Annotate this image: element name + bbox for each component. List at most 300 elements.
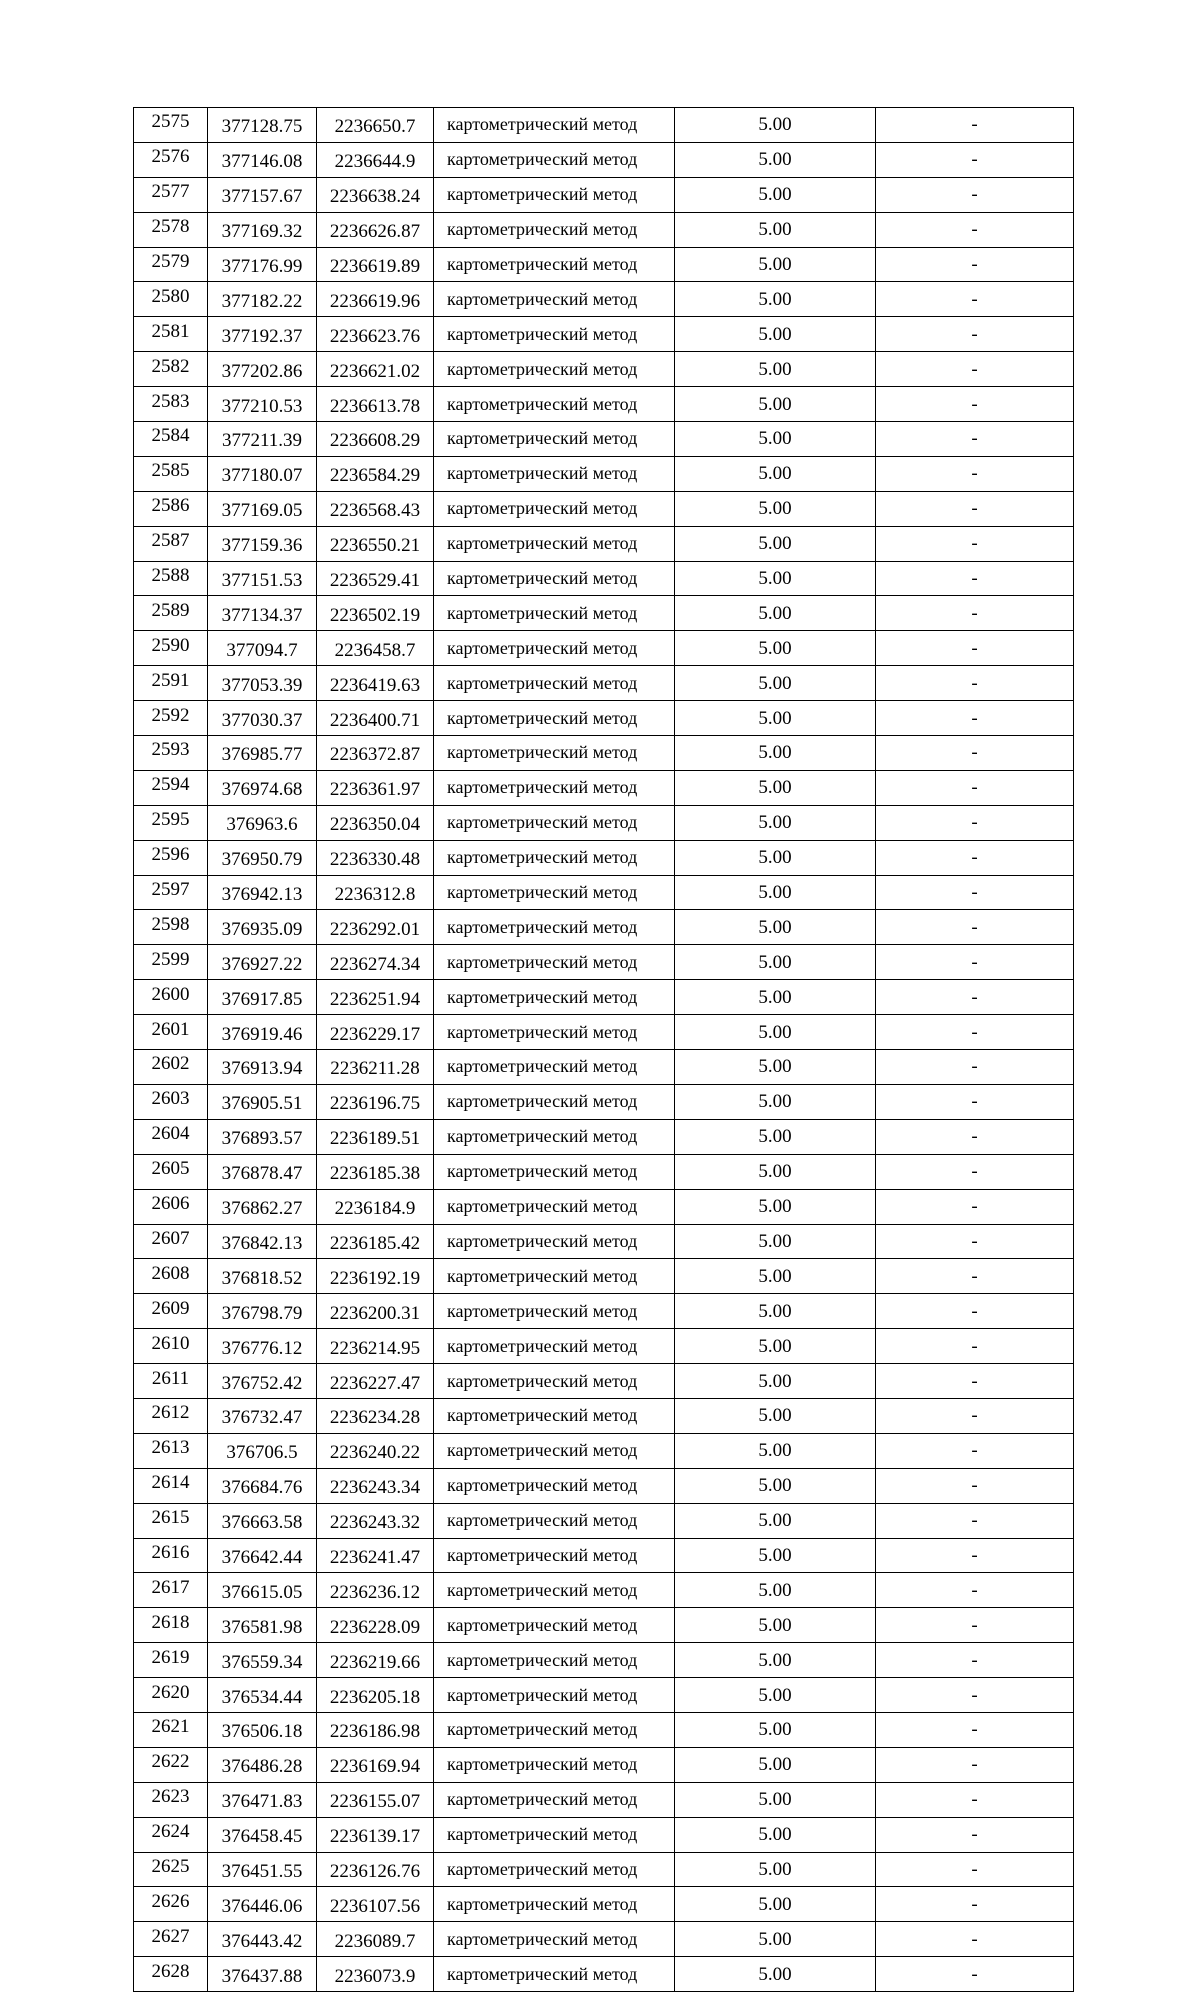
x-coordinate-cell: 376919.46	[208, 1015, 317, 1050]
description-cell: -	[876, 422, 1074, 457]
point-number-cell: 2603	[134, 1084, 208, 1119]
accuracy-cell: 5.00	[675, 1433, 876, 1468]
method-cell: картометрический метод	[434, 1329, 675, 1364]
y-coordinate-cell: 2236251.94	[317, 980, 434, 1015]
description-cell: -	[876, 1468, 1074, 1503]
x-coordinate-cell: 376862.27	[208, 1189, 317, 1224]
x-coordinate-cell: 377202.86	[208, 352, 317, 387]
point-number-cell: 2609	[134, 1294, 208, 1329]
y-coordinate-cell: 2236219.66	[317, 1643, 434, 1678]
description-cell: -	[876, 177, 1074, 212]
y-coordinate-cell: 2236638.24	[317, 177, 434, 212]
accuracy-cell: 5.00	[675, 422, 876, 457]
y-coordinate-cell: 2236458.7	[317, 631, 434, 666]
y-coordinate-cell: 2236350.04	[317, 805, 434, 840]
y-coordinate-cell: 2236214.95	[317, 1329, 434, 1364]
accuracy-cell: 5.00	[675, 1084, 876, 1119]
point-number-cell: 2577	[134, 177, 208, 212]
accuracy-cell: 5.00	[675, 631, 876, 666]
point-number-cell: 2621	[134, 1712, 208, 1747]
table-row	[134, 352, 1074, 387]
table-row	[134, 1015, 1074, 1050]
accuracy-cell: 5.00	[675, 1608, 876, 1643]
table-row	[134, 1433, 1074, 1468]
table-row	[134, 596, 1074, 631]
table-row	[134, 1224, 1074, 1259]
x-coordinate-cell: 377146.08	[208, 142, 317, 177]
point-number-cell: 2578	[134, 212, 208, 247]
method-cell: картометрический метод	[434, 1398, 675, 1433]
description-cell: -	[876, 840, 1074, 875]
y-coordinate-cell: 2236229.17	[317, 1015, 434, 1050]
description-cell: -	[876, 1259, 1074, 1294]
x-coordinate-cell: 376985.77	[208, 736, 317, 771]
point-number-cell: 2617	[134, 1573, 208, 1608]
point-number-cell: 2583	[134, 387, 208, 422]
table-body	[134, 108, 1074, 1992]
accuracy-cell: 5.00	[675, 1015, 876, 1050]
table-row	[134, 1608, 1074, 1643]
x-coordinate-cell: 377159.36	[208, 526, 317, 561]
y-coordinate-cell: 2236169.94	[317, 1747, 434, 1782]
point-number-cell: 2619	[134, 1643, 208, 1678]
description-cell: -	[876, 1747, 1074, 1782]
point-number-cell: 2587	[134, 526, 208, 561]
method-cell: картометрический метод	[434, 840, 675, 875]
point-number-cell: 2580	[134, 282, 208, 317]
method-cell: картометрический метод	[434, 1189, 675, 1224]
table-row	[134, 631, 1074, 666]
x-coordinate-cell: 376798.79	[208, 1294, 317, 1329]
accuracy-cell: 5.00	[675, 770, 876, 805]
description-cell: -	[876, 1608, 1074, 1643]
accuracy-cell: 5.00	[675, 1887, 876, 1922]
x-coordinate-cell: 376963.6	[208, 805, 317, 840]
y-coordinate-cell: 2236529.41	[317, 561, 434, 596]
table-row	[134, 701, 1074, 736]
point-number-cell: 2599	[134, 945, 208, 980]
method-cell: картометрический метод	[434, 1154, 675, 1189]
method-cell: картометрический метод	[434, 247, 675, 282]
description-cell: -	[876, 1852, 1074, 1887]
method-cell: картометрический метод	[434, 561, 675, 596]
method-cell: картометрический метод	[434, 387, 675, 422]
description-cell: -	[876, 247, 1074, 282]
table-row	[134, 387, 1074, 422]
point-number-cell: 2612	[134, 1398, 208, 1433]
table-row	[134, 1119, 1074, 1154]
method-cell: картометрический метод	[434, 1782, 675, 1817]
point-number-cell: 2594	[134, 770, 208, 805]
point-number-cell: 2576	[134, 142, 208, 177]
accuracy-cell: 5.00	[675, 142, 876, 177]
description-cell: -	[876, 1050, 1074, 1085]
table-row	[134, 1852, 1074, 1887]
y-coordinate-cell: 2236502.19	[317, 596, 434, 631]
description-cell: -	[876, 1922, 1074, 1957]
table-row	[134, 1189, 1074, 1224]
description-cell: -	[876, 1294, 1074, 1329]
description-cell: -	[876, 1503, 1074, 1538]
x-coordinate-cell: 377192.37	[208, 317, 317, 352]
accuracy-cell: 5.00	[675, 1329, 876, 1364]
point-number-cell: 2620	[134, 1678, 208, 1713]
y-coordinate-cell: 2236155.07	[317, 1782, 434, 1817]
y-coordinate-cell: 2236644.9	[317, 142, 434, 177]
table-row	[134, 840, 1074, 875]
x-coordinate-cell: 376615.05	[208, 1573, 317, 1608]
accuracy-cell: 5.00	[675, 177, 876, 212]
method-cell: картометрический метод	[434, 1573, 675, 1608]
accuracy-cell: 5.00	[675, 596, 876, 631]
method-cell: картометрический метод	[434, 1468, 675, 1503]
description-cell: -	[876, 1433, 1074, 1468]
description-cell: -	[876, 1782, 1074, 1817]
x-coordinate-cell: 377210.53	[208, 387, 317, 422]
y-coordinate-cell: 2236184.9	[317, 1189, 434, 1224]
method-cell: картометрический метод	[434, 352, 675, 387]
accuracy-cell: 5.00	[675, 1852, 876, 1887]
y-coordinate-cell: 2236200.31	[317, 1294, 434, 1329]
table-row	[134, 422, 1074, 457]
method-cell: картометрический метод	[434, 1643, 675, 1678]
accuracy-cell: 5.00	[675, 701, 876, 736]
x-coordinate-cell: 377157.67	[208, 177, 317, 212]
accuracy-cell: 5.00	[675, 1643, 876, 1678]
x-coordinate-cell: 377128.75	[208, 108, 317, 143]
x-coordinate-cell: 376437.88	[208, 1957, 317, 1992]
accuracy-cell: 5.00	[675, 1119, 876, 1154]
x-coordinate-cell: 377030.37	[208, 701, 317, 736]
accuracy-cell: 5.00	[675, 736, 876, 771]
y-coordinate-cell: 2236292.01	[317, 910, 434, 945]
description-cell: -	[876, 666, 1074, 701]
table-row	[134, 247, 1074, 282]
method-cell: картометрический метод	[434, 596, 675, 631]
accuracy-cell: 5.00	[675, 1154, 876, 1189]
y-coordinate-cell: 2236185.42	[317, 1224, 434, 1259]
y-coordinate-cell: 2236568.43	[317, 491, 434, 526]
method-cell: картометрический метод	[434, 1852, 675, 1887]
x-coordinate-cell: 377180.07	[208, 456, 317, 491]
point-number-cell: 2614	[134, 1468, 208, 1503]
x-coordinate-cell: 376974.68	[208, 770, 317, 805]
y-coordinate-cell: 2236205.18	[317, 1678, 434, 1713]
method-cell: картометрический метод	[434, 945, 675, 980]
x-coordinate-cell: 376935.09	[208, 910, 317, 945]
x-coordinate-cell: 376663.58	[208, 1503, 317, 1538]
table-row	[134, 1573, 1074, 1608]
accuracy-cell: 5.00	[675, 1712, 876, 1747]
method-cell: картометрический метод	[434, 177, 675, 212]
y-coordinate-cell: 2236192.19	[317, 1259, 434, 1294]
accuracy-cell: 5.00	[675, 352, 876, 387]
method-cell: картометрический метод	[434, 875, 675, 910]
table-row	[134, 875, 1074, 910]
table-row	[134, 1817, 1074, 1852]
y-coordinate-cell: 2236608.29	[317, 422, 434, 457]
table-row	[134, 1503, 1074, 1538]
y-coordinate-cell: 2236419.63	[317, 666, 434, 701]
accuracy-cell: 5.00	[675, 317, 876, 352]
point-number-cell: 2602	[134, 1050, 208, 1085]
y-coordinate-cell: 2236330.48	[317, 840, 434, 875]
description-cell: -	[876, 142, 1074, 177]
accuracy-cell: 5.00	[675, 945, 876, 980]
description-cell: -	[876, 212, 1074, 247]
description-cell: -	[876, 282, 1074, 317]
accuracy-cell: 5.00	[675, 491, 876, 526]
point-number-cell: 2618	[134, 1608, 208, 1643]
accuracy-cell: 5.00	[675, 1468, 876, 1503]
table-row	[134, 1782, 1074, 1817]
description-cell: -	[876, 596, 1074, 631]
method-cell: картометрический метод	[434, 1608, 675, 1643]
accuracy-cell: 5.00	[675, 1957, 876, 1992]
description-cell: -	[876, 805, 1074, 840]
y-coordinate-cell: 2236584.29	[317, 456, 434, 491]
accuracy-cell: 5.00	[675, 456, 876, 491]
point-number-cell: 2611	[134, 1364, 208, 1399]
description-cell: -	[876, 1643, 1074, 1678]
method-cell: картометрический метод	[434, 1433, 675, 1468]
point-number-cell: 2600	[134, 980, 208, 1015]
method-cell: картометрический метод	[434, 736, 675, 771]
table-row	[134, 666, 1074, 701]
method-cell: картометрический метод	[434, 212, 675, 247]
accuracy-cell: 5.00	[675, 1782, 876, 1817]
y-coordinate-cell: 2236186.98	[317, 1712, 434, 1747]
x-coordinate-cell: 376927.22	[208, 945, 317, 980]
point-number-cell: 2589	[134, 596, 208, 631]
x-coordinate-cell: 376506.18	[208, 1712, 317, 1747]
y-coordinate-cell: 2236107.56	[317, 1887, 434, 1922]
accuracy-cell: 5.00	[675, 980, 876, 1015]
point-number-cell: 2597	[134, 875, 208, 910]
point-number-cell: 2605	[134, 1154, 208, 1189]
table-row	[134, 491, 1074, 526]
y-coordinate-cell: 2236243.34	[317, 1468, 434, 1503]
description-cell: -	[876, 1119, 1074, 1154]
y-coordinate-cell: 2236243.32	[317, 1503, 434, 1538]
accuracy-cell: 5.00	[675, 561, 876, 596]
table-row	[134, 1468, 1074, 1503]
x-coordinate-cell: 376443.42	[208, 1922, 317, 1957]
description-cell: -	[876, 1154, 1074, 1189]
point-number-cell: 2624	[134, 1817, 208, 1852]
table-row	[134, 142, 1074, 177]
x-coordinate-cell: 376486.28	[208, 1747, 317, 1782]
accuracy-cell: 5.00	[675, 247, 876, 282]
table-row	[134, 910, 1074, 945]
point-number-cell: 2582	[134, 352, 208, 387]
accuracy-cell: 5.00	[675, 212, 876, 247]
x-coordinate-cell: 377176.99	[208, 247, 317, 282]
x-coordinate-cell: 377182.22	[208, 282, 317, 317]
table-row	[134, 1643, 1074, 1678]
table-row	[134, 561, 1074, 596]
x-coordinate-cell: 376534.44	[208, 1678, 317, 1713]
accuracy-cell: 5.00	[675, 1922, 876, 1957]
description-cell: -	[876, 108, 1074, 143]
description-cell: -	[876, 317, 1074, 352]
x-coordinate-cell: 377053.39	[208, 666, 317, 701]
point-number-cell: 2588	[134, 561, 208, 596]
description-cell: -	[876, 1398, 1074, 1433]
description-cell: -	[876, 1712, 1074, 1747]
table-row	[134, 1154, 1074, 1189]
accuracy-cell: 5.00	[675, 1503, 876, 1538]
description-cell: -	[876, 526, 1074, 561]
y-coordinate-cell: 2236196.75	[317, 1084, 434, 1119]
x-coordinate-cell: 376878.47	[208, 1154, 317, 1189]
method-cell: картометрический метод	[434, 1817, 675, 1852]
table-row	[134, 770, 1074, 805]
y-coordinate-cell: 2236613.78	[317, 387, 434, 422]
table-row	[134, 1957, 1074, 1992]
accuracy-cell: 5.00	[675, 1189, 876, 1224]
x-coordinate-cell: 376471.83	[208, 1782, 317, 1817]
y-coordinate-cell: 2236619.96	[317, 282, 434, 317]
table-row	[134, 736, 1074, 771]
table-row	[134, 805, 1074, 840]
y-coordinate-cell: 2236312.8	[317, 875, 434, 910]
method-cell: картометрический метод	[434, 1747, 675, 1782]
method-cell: картометрический метод	[434, 108, 675, 143]
x-coordinate-cell: 376950.79	[208, 840, 317, 875]
y-coordinate-cell: 2236234.28	[317, 1398, 434, 1433]
x-coordinate-cell: 377211.39	[208, 422, 317, 457]
y-coordinate-cell: 2236189.51	[317, 1119, 434, 1154]
point-number-cell: 2607	[134, 1224, 208, 1259]
table-row	[134, 1364, 1074, 1399]
table-row	[134, 317, 1074, 352]
x-coordinate-cell: 376818.52	[208, 1259, 317, 1294]
point-number-cell: 2584	[134, 422, 208, 457]
table-row	[134, 1747, 1074, 1782]
method-cell: картометрический метод	[434, 1503, 675, 1538]
method-cell: картометрический метод	[434, 805, 675, 840]
y-coordinate-cell: 2236361.97	[317, 770, 434, 805]
description-cell: -	[876, 1678, 1074, 1713]
table-row	[134, 1050, 1074, 1085]
x-coordinate-cell: 377169.32	[208, 212, 317, 247]
table-row	[134, 1398, 1074, 1433]
accuracy-cell: 5.00	[675, 910, 876, 945]
accuracy-cell: 5.00	[675, 1398, 876, 1433]
point-number-cell: 2622	[134, 1747, 208, 1782]
table-row	[134, 1678, 1074, 1713]
method-cell: картометрический метод	[434, 1294, 675, 1329]
x-coordinate-cell: 376451.55	[208, 1852, 317, 1887]
x-coordinate-cell: 376732.47	[208, 1398, 317, 1433]
table-row	[134, 526, 1074, 561]
y-coordinate-cell: 2236089.7	[317, 1922, 434, 1957]
point-number-cell: 2628	[134, 1957, 208, 1992]
description-cell: -	[876, 1957, 1074, 1992]
table-row	[134, 212, 1074, 247]
accuracy-cell: 5.00	[675, 1364, 876, 1399]
accuracy-cell: 5.00	[675, 108, 876, 143]
x-coordinate-cell: 377094.7	[208, 631, 317, 666]
method-cell: картометрический метод	[434, 631, 675, 666]
point-number-cell: 2596	[134, 840, 208, 875]
method-cell: картометрический метод	[434, 1957, 675, 1992]
method-cell: картометрический метод	[434, 1259, 675, 1294]
x-coordinate-cell: 376917.85	[208, 980, 317, 1015]
accuracy-cell: 5.00	[675, 1050, 876, 1085]
description-cell: -	[876, 456, 1074, 491]
accuracy-cell: 5.00	[675, 1678, 876, 1713]
description-cell: -	[876, 387, 1074, 422]
table-row	[134, 1259, 1074, 1294]
description-cell: -	[876, 352, 1074, 387]
y-coordinate-cell: 2236126.76	[317, 1852, 434, 1887]
y-coordinate-cell: 2236185.38	[317, 1154, 434, 1189]
description-cell: -	[876, 1817, 1074, 1852]
table-row	[134, 1922, 1074, 1957]
y-coordinate-cell: 2236211.28	[317, 1050, 434, 1085]
method-cell: картометрический метод	[434, 1084, 675, 1119]
y-coordinate-cell: 2236372.87	[317, 736, 434, 771]
x-coordinate-cell: 376942.13	[208, 875, 317, 910]
description-cell: -	[876, 1573, 1074, 1608]
description-cell: -	[876, 1364, 1074, 1399]
x-coordinate-cell: 376559.34	[208, 1643, 317, 1678]
point-number-cell: 2606	[134, 1189, 208, 1224]
method-cell: картометрический метод	[434, 1050, 675, 1085]
point-number-cell: 2585	[134, 456, 208, 491]
description-cell: -	[876, 1189, 1074, 1224]
y-coordinate-cell: 2236241.47	[317, 1538, 434, 1573]
point-number-cell: 2608	[134, 1259, 208, 1294]
description-cell: -	[876, 910, 1074, 945]
point-number-cell: 2625	[134, 1852, 208, 1887]
table-row	[134, 1887, 1074, 1922]
y-coordinate-cell: 2236621.02	[317, 352, 434, 387]
point-number-cell: 2610	[134, 1329, 208, 1364]
accuracy-cell: 5.00	[675, 1294, 876, 1329]
table-row	[134, 1294, 1074, 1329]
table-row	[134, 945, 1074, 980]
table-row	[134, 980, 1074, 1015]
accuracy-cell: 5.00	[675, 387, 876, 422]
y-coordinate-cell: 2236623.76	[317, 317, 434, 352]
method-cell: картометрический метод	[434, 1887, 675, 1922]
x-coordinate-cell: 376642.44	[208, 1538, 317, 1573]
x-coordinate-cell: 376842.13	[208, 1224, 317, 1259]
method-cell: картометрический метод	[434, 1224, 675, 1259]
table-row	[134, 456, 1074, 491]
point-number-cell: 2593	[134, 736, 208, 771]
method-cell: картометрический метод	[434, 910, 675, 945]
accuracy-cell: 5.00	[675, 1573, 876, 1608]
y-coordinate-cell: 2236400.71	[317, 701, 434, 736]
point-number-cell: 2613	[134, 1433, 208, 1468]
y-coordinate-cell: 2236650.7	[317, 108, 434, 143]
method-cell: картометрический метод	[434, 1364, 675, 1399]
point-number-cell: 2591	[134, 666, 208, 701]
y-coordinate-cell: 2236619.89	[317, 247, 434, 282]
accuracy-cell: 5.00	[675, 666, 876, 701]
point-number-cell: 2595	[134, 805, 208, 840]
point-number-cell: 2604	[134, 1119, 208, 1154]
x-coordinate-cell: 376458.45	[208, 1817, 317, 1852]
x-coordinate-cell: 376905.51	[208, 1084, 317, 1119]
method-cell: картометрический метод	[434, 1678, 675, 1713]
y-coordinate-cell: 2236626.87	[317, 212, 434, 247]
description-cell: -	[876, 1015, 1074, 1050]
